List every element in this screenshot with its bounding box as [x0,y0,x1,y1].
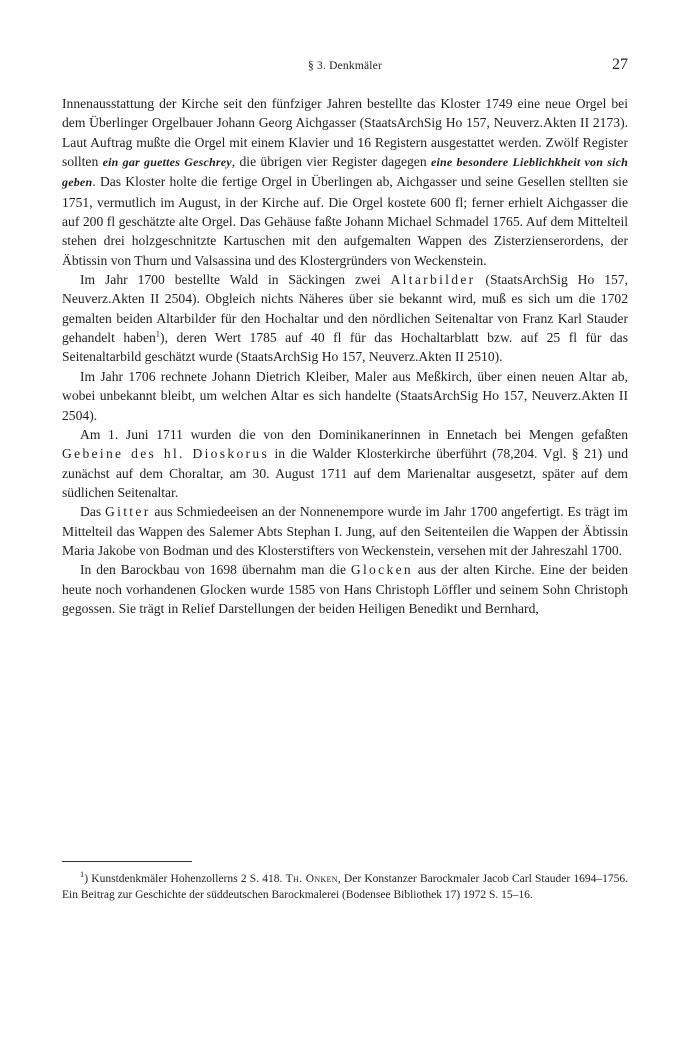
text-run: Am 1. Juni 1711 wurden die von den Dominikanerinnen in Ennetach bei Mengen gefaßten [80,426,628,442]
footnote-divider [62,861,192,862]
text-run: Das [80,504,106,520]
text-run: ) Kunstdenkmäler Hohenzollerns 2 S. 418. [84,873,286,885]
emphasized-term: Gitter [105,504,151,520]
body-text [62,94,628,618]
paragraph-grille [62,502,628,560]
emphasized-term: Glocken [350,562,414,578]
paragraph-bells [62,560,628,618]
text-run: , Der Konstanzer Barockmaler Jacob Carl Stauder 1694–1756. Ein Beitrag zur Geschichte der süddeutschen Barockmalerei (Bodensee Bibliothek 17) 1972 S. 15–16. [62,873,629,902]
footnotes [62,871,628,904]
text-run: Im Jahr 1706 rechnete Johann Dietrich Kleiber, Maler aus Meßkirch, über einen neuen Altar ab, wobei unbekannt bleibt, um welchen Altar es sich handelte (StaatsArchSig Ho 157, Neuverz.Akten II 2504). [62,368,628,423]
emphasized-term: Gebeine des hl. Dioskorus [62,446,270,462]
page-number: 27 [612,56,628,73]
text-run: aus Schmiedeeisen an der Nonnenempore wurde im Jahr 1700 angefertigt. Es trägt im Mittelteil das Wappen des Salemer Abts Stephan I. Jung, auf den Seitenteilen die Wappen der Äbtissin Maria Jakobe von Bodman und des Klosterstifters von Weckenstein, versehen mit der Jahreszahl 1700. [62,504,628,558]
text-run: Innenausstattung der Kirche seit den fünfziger Jahren bestellte das Kloster 1749 eine neue Orgel bei dem Überlinger Orgelbauer Johann Georg Aichgasser (StaatsArchSig Ho 157, Neuverz.Akten II 2173). Laut Auftrag mußte die Orgel mit einem Klavier und 16 Registern ausgestattet werden. Zwölf Register sollten [62,96,628,170]
text-run: ), deren Wert 1785 auf 40 fl für das Hochaltarblatt bzw. auf 25 fl für das Seitenaltarbild geschätzt wurde (StaatsArchSig Ho 157, Neuverz.Akten II 2510). [62,330,628,365]
running-title: § 3. Denkmäler [307,60,382,72]
paragraph-altar-paintings [62,270,628,367]
footnote-1 [62,871,628,904]
quotation: eine besondere Lieblichkheit von sich geben [62,155,629,190]
emphasized-term: Altarbilder [390,272,476,288]
text-run: , die übrigen vier Register dagegen [231,154,431,170]
footnote-marker: 1 [80,869,85,880]
author-name: Th. Onken [285,873,338,885]
text-run: In den Barockbau von 1698 übernahm man die [80,562,351,578]
footnote-reference: 1 [155,328,161,339]
quotation: ein gar guettes Geschrey [102,155,232,170]
text-run: (StaatsArchSig Ho 157, Neuverz.Akten II 2504). Obgleich nichts Näheres über sie bekannt wird, muß es sich um die 1702 gemalten beiden Altarbilder für den Hochaltar und den nördlichen Seitenaltar von Franz Karl Stauder gehandelt haben [62,272,628,346]
text-run: Im Jahr 1700 bestellte Wald in Säckingen zwei [80,272,391,288]
paragraph-organ [62,94,628,270]
text-run: in die Walder Klosterkirche überführt (78,204. Vgl. § 21) und zunächst auf dem Choraltar, am 30. August 1711 auf dem Marienaltar ausgesetzt, später auf dem südlichen Seitenaltar. [62,446,628,500]
paragraph-new-altar [62,367,628,425]
paragraph-relics [62,425,628,502]
text-run: aus der alten Kirche. Eine der beiden heute noch vorhandenen Glocken wurde 1585 von Hans Christoph Löffler und seinem Sohn Christoph gegossen. Sie trägt in Relief Darstellungen der beiden Heiligen Benedikt und Bernhard, [62,562,628,616]
page-header [62,54,628,78]
text-run: . Das Kloster holte die fertige Orgel in Überlingen ab, Aichgasser und seine Gesellen stellten sie 1751, vermutlich im August, in der Kirche auf. Die Orgel kostete 600 fl; ferner erhielt Aichgasser die auf 200 fl geschätzte alte Orgel. Das Gehäuse faßte Johann Michael Schmadel 1765. Auf dem Mittelteil stehen drei holzgeschnitzte Kartuschen mit den aufgemalten Wappen des Zisterzienserordens, der Äbtissin von Thurn und Valsassina und des Klostergründers von Weckenstein. [62,174,628,268]
